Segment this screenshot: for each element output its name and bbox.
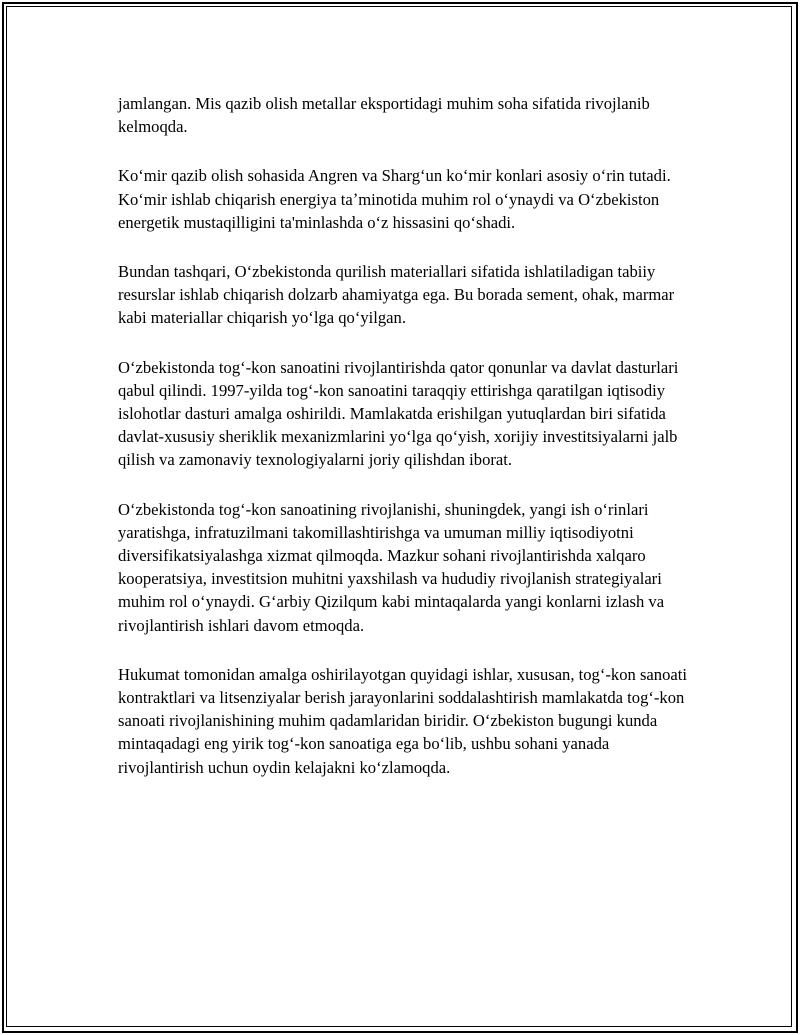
paragraph-2: Koʻmir qazib olish sohasida Angren va Shargʻun koʻmir konlari asosiy oʻrin tutadi. Koʻmir ishlab chiqarish energiya taʼminotida muhim rol oʻynaydi va Oʻzbekiston energetik mustaqilligini ta'minlashda oʻz hissasini qoʻshadi. bbox=[118, 166, 671, 232]
paragraph-4: Oʻzbekistonda togʻ-kon sanoatini rivojlantirishda qator qonunlar va davlat dasturlari qabul qilindi. 1997-yilda togʻ-kon sanoatini taraqqiy ettirishga qaratilgan iqtisodiy islohotlar dasturi amalga oshirildi. Mamlakatda erishilgan yutuqlardan biri sifatida davlat-xususiy sheriklik mexanizmlarini yoʻlga qoʻyish, xorijiy investitsiyalarni jalb qilish va zamonaviy texnologiyalarni joriy qilishdan iborat. bbox=[118, 357, 679, 470]
paragraph-1: jamlangan. Mis qazib olish metallar eksportidagi muhim soha sifatida rivojlanib kelmoqda. bbox=[118, 94, 650, 137]
document-body bbox=[118, 92, 688, 805]
paragraph-6: Hukumat tomonidan amalga oshirilayotgan quyidagi ishlar, xususan, togʻ-kon sanoati kontraktlari va litsenziyalar berish jarayonlarini soddalashtirish mamlakatda togʻ-kon sanoati rivojlanishining muhim qadamlaridan biridir. Oʻzbekiston bugungi kunda mintaqadagi eng yirik togʻ-kon sanoatiga ega boʻlib, ushbu sohani yanada rivojlantirish uchun oydin kelajakni koʻzlamoqda. bbox=[118, 664, 687, 777]
paragraph-5: Oʻzbekistonda togʻ-kon sanoatining rivojlanishi, shuningdek, yangi ish oʻrinlari yaratishga, infratuzilmani takomillashtirishga va umuman milliy iqtisodiyotni diversifikatsiyalashga xizmat qilmoqda. Mazkur sohani rivojlantirishda xalqaro kooperatsiya, investitsion muhitni yaxshilash va hududiy rivojlanish strategiyalari muhim rol oʻynaydi. Gʻarbiy Qizilqum kabi mintaqalarda yangi konlarni izlash va rivojlantirish ishlari davom etmoqda. bbox=[118, 499, 665, 635]
paragraph-3: Bundan tashqari, Oʻzbekistonda qurilish materiallari sifatida ishlatiladigan tabiiy resurslar ishlab chiqarish dolzarb ahamiyatga ega. Bu borada sement, ohak, marmar kabi materiallar chiqarish yoʻlga qoʻyilgan. bbox=[118, 262, 675, 328]
